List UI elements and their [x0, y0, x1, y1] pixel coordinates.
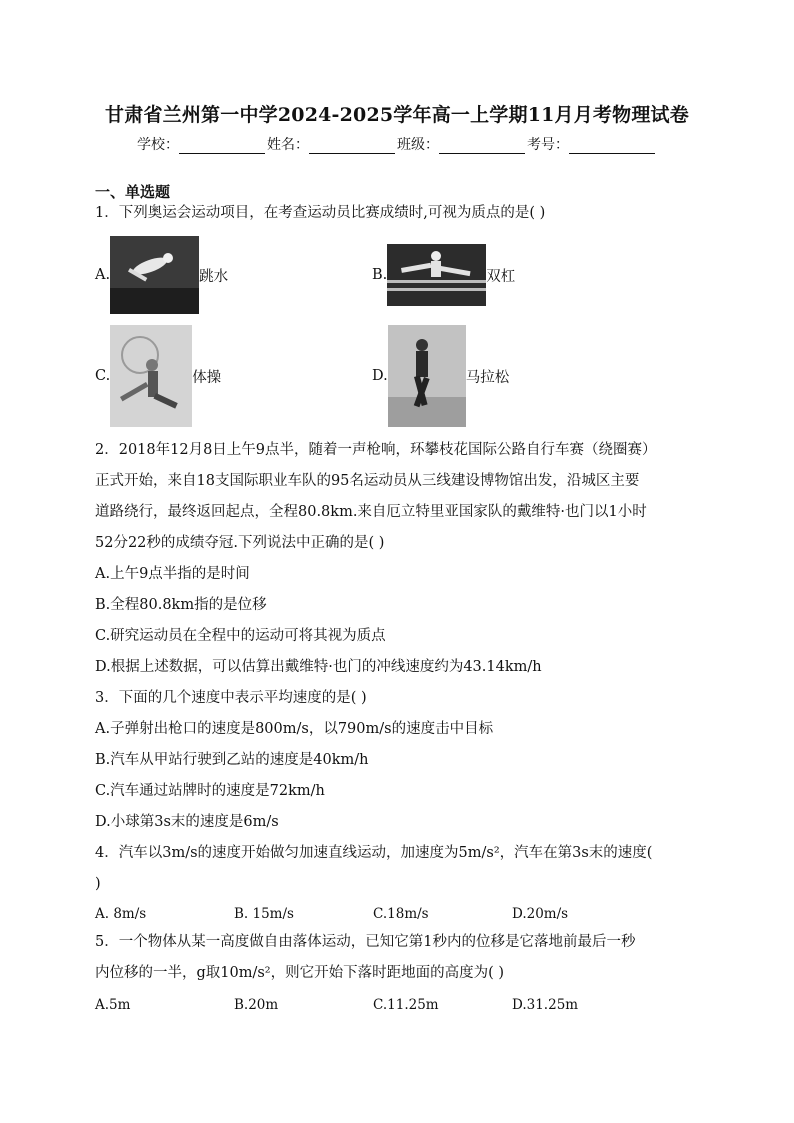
q2-option-b[interactable]: B.全程80.8km指的是位移: [95, 597, 267, 613]
q2-option-d[interactable]: D.根据上述数据，可以估算出戴维特·也门的冲线速度约为43.14km/h: [95, 659, 542, 675]
number-field[interactable]: [527, 134, 657, 154]
q1-b-text: 双杠: [486, 268, 516, 285]
q4-options: [95, 906, 700, 922]
q1-option-c[interactable]: [95, 325, 221, 427]
school-blank[interactable]: [179, 138, 265, 154]
q1-d-letter: D.: [372, 368, 388, 384]
q1-c-letter: C.: [95, 368, 111, 384]
q1-stem: 1．下列奥运会运动项目，在考查运动员比赛成绩时,可视为质点的是( ): [95, 205, 546, 221]
q4-option-c[interactable]: C.18m/s: [373, 906, 429, 922]
q5-line-2: 内位移的一半，g取10m/s²，则它开始下落时距地面的高度为( ): [95, 965, 505, 981]
marathon-photo-icon: [388, 325, 466, 427]
q1-option-a[interactable]: [95, 236, 228, 314]
number-blank[interactable]: [569, 138, 655, 154]
q3-option-d[interactable]: D.小球第3s末的速度是6m/s: [95, 814, 279, 830]
section-heading: 一、单选题: [95, 183, 171, 201]
q5-option-c[interactable]: C.11.25m: [373, 997, 439, 1013]
q2-option-c[interactable]: C.研究运动员在全程中的运动可将其视为质点: [95, 628, 386, 644]
q3-stem: 3．下面的几个速度中表示平均速度的是( ): [95, 690, 367, 706]
q3-option-a[interactable]: A.子弹射出枪口的速度是800m/s，以790m/s的速度击中目标: [95, 721, 494, 737]
gymnastics-photo-icon: [110, 325, 192, 427]
q4-stem-cont: ): [95, 876, 101, 892]
q5-options: [95, 997, 700, 1013]
q4-option-a[interactable]: A. 8m/s: [95, 906, 147, 922]
q1-a-text: 跳水: [199, 268, 229, 285]
q4-stem: 4．汽车以3m/s的速度开始做匀加速直线运动，加速度为5m/s²，汽车在第3s末的速度(: [95, 845, 653, 861]
name-label: 姓名：: [267, 137, 309, 153]
q1-a-letter: A.: [95, 267, 111, 283]
q2-line-3: 道路绕行，最终返回起点，全程80.8km.来自厄立特里亚国家队的戴维特·也门以1小时: [95, 504, 647, 520]
q1-option-b[interactable]: [372, 244, 515, 306]
q2-line-4: 52分22秒的成绩夺冠.下列说法中正确的是( ): [95, 535, 385, 551]
class-field[interactable]: [397, 134, 527, 154]
school-field[interactable]: [137, 134, 267, 154]
q4-option-b[interactable]: B. 15m/s: [234, 906, 294, 922]
exam-title: 甘肃省兰州第一中学2024-2025学年高一上学期11月月考物理试卷: [105, 104, 689, 126]
q5-option-b[interactable]: B.20m: [234, 997, 279, 1013]
number-label: 考号：: [527, 137, 569, 153]
q2-option-a[interactable]: A.上午9点半指的是时间: [95, 566, 250, 582]
q4-option-d[interactable]: D.20m/s: [512, 906, 569, 922]
q5-option-a[interactable]: A.5m: [95, 997, 131, 1013]
q1-c-text: 体操: [192, 369, 222, 386]
q2-line-1: 2．2018年12月8日上午9点半，随着一声枪响，环攀枝花国际公路自行车赛（绕圈赛）: [95, 442, 657, 458]
q5-line-1: 5．一个物体从某一高度做自由落体运动，已知它第1秒内的位移是它落地前最后一秒: [95, 934, 636, 950]
class-label: 班级：: [397, 137, 439, 153]
q1-d-text: 马拉松: [465, 369, 510, 386]
name-blank[interactable]: [309, 138, 395, 154]
q3-option-c[interactable]: C.汽车通过站牌时的速度是72km/h: [95, 783, 325, 799]
q3-option-b[interactable]: B.汽车从甲站行驶到乙站的速度是40km/h: [95, 752, 369, 768]
class-blank[interactable]: [439, 138, 525, 154]
parallel-bars-photo-icon: [387, 244, 486, 306]
q5-option-d[interactable]: D.31.25m: [512, 997, 579, 1013]
q2-line-2: 正式开始，来自18支国际职业车队的95名运动员从三线建设博物馆出发，沿城区主要: [95, 473, 640, 489]
student-info-row: [0, 134, 794, 154]
q1-b-letter: B.: [372, 267, 388, 283]
name-field[interactable]: [267, 134, 397, 154]
school-label: 学校：: [137, 137, 179, 153]
diving-photo-icon: [110, 236, 199, 314]
q1-option-d[interactable]: [372, 325, 509, 427]
